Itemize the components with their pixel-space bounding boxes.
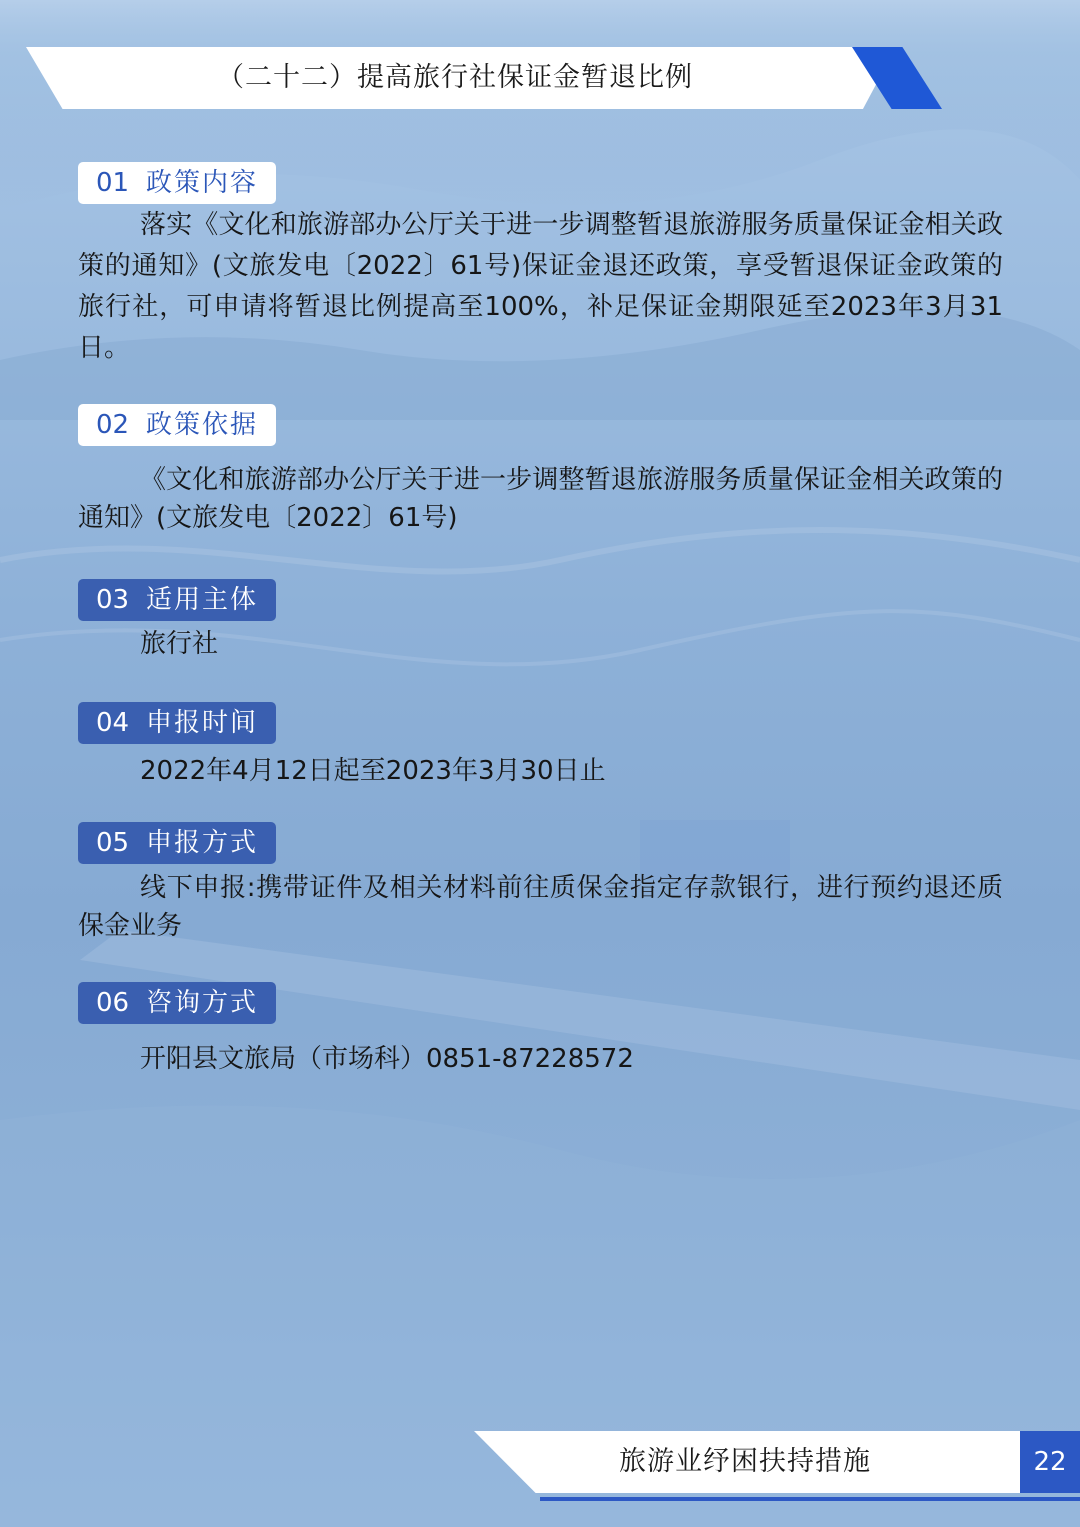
page-number: 22 — [1020, 1431, 1080, 1493]
section-number: 01 — [96, 168, 130, 198]
section-title: 咨询方式 — [146, 988, 259, 1018]
section-title: 政策内容 — [146, 168, 259, 198]
section-label-applicable-subject — [78, 579, 276, 621]
applicable-subject-text: 旅行社 — [140, 629, 219, 659]
section-number: 05 — [96, 828, 130, 858]
section-label-policy-content — [78, 162, 276, 204]
section-label-consultation — [78, 982, 276, 1024]
section-title: 政策依据 — [146, 410, 259, 440]
application-time-text: 2022年4月12日起至2023年3月30日止 — [140, 756, 606, 786]
section-number: 02 — [96, 410, 130, 440]
section-number: 06 — [96, 988, 130, 1018]
section-number: 03 — [96, 585, 130, 615]
policy-content-text: 落实《文化和旅游部办公厅关于进一步调整暂退旅游服务质量保证金相关政策的通知》(文旅发电〔2022〕61号)保证金退还政策，享受暂退保证金政策的旅行社，可申请将暂退比例提高至100%，补足保证金期限延至2023年3月31日。 — [78, 210, 1003, 363]
section-label-application-time — [78, 702, 276, 744]
section-label-policy-basis — [78, 404, 276, 446]
consultation-text: 开阳县文旅局（市场科）0851-87228572 — [140, 1044, 634, 1074]
section-title: 适用主体 — [146, 585, 259, 615]
section-number: 04 — [96, 708, 130, 738]
section-label-application-method — [78, 822, 276, 864]
page-title: （二十二）提高旅行社保证金暂退比例 — [217, 62, 693, 93]
application-method-text: 线下申报:携带证件及相关材料前往质保金指定存款银行，进行预约退还质保金业务 — [78, 873, 1003, 941]
footer-label: 旅游业纾困扶持措施 — [619, 1446, 871, 1477]
footer-rule — [540, 1497, 1080, 1501]
section-title: 申报方式 — [146, 828, 259, 858]
section-title: 申报时间 — [146, 708, 259, 738]
policy-basis-text: 《文化和旅游部办公厅关于进一步调整暂退旅游服务质量保证金相关政策的通知》(文旅发电〔2022〕61号) — [78, 465, 1003, 533]
